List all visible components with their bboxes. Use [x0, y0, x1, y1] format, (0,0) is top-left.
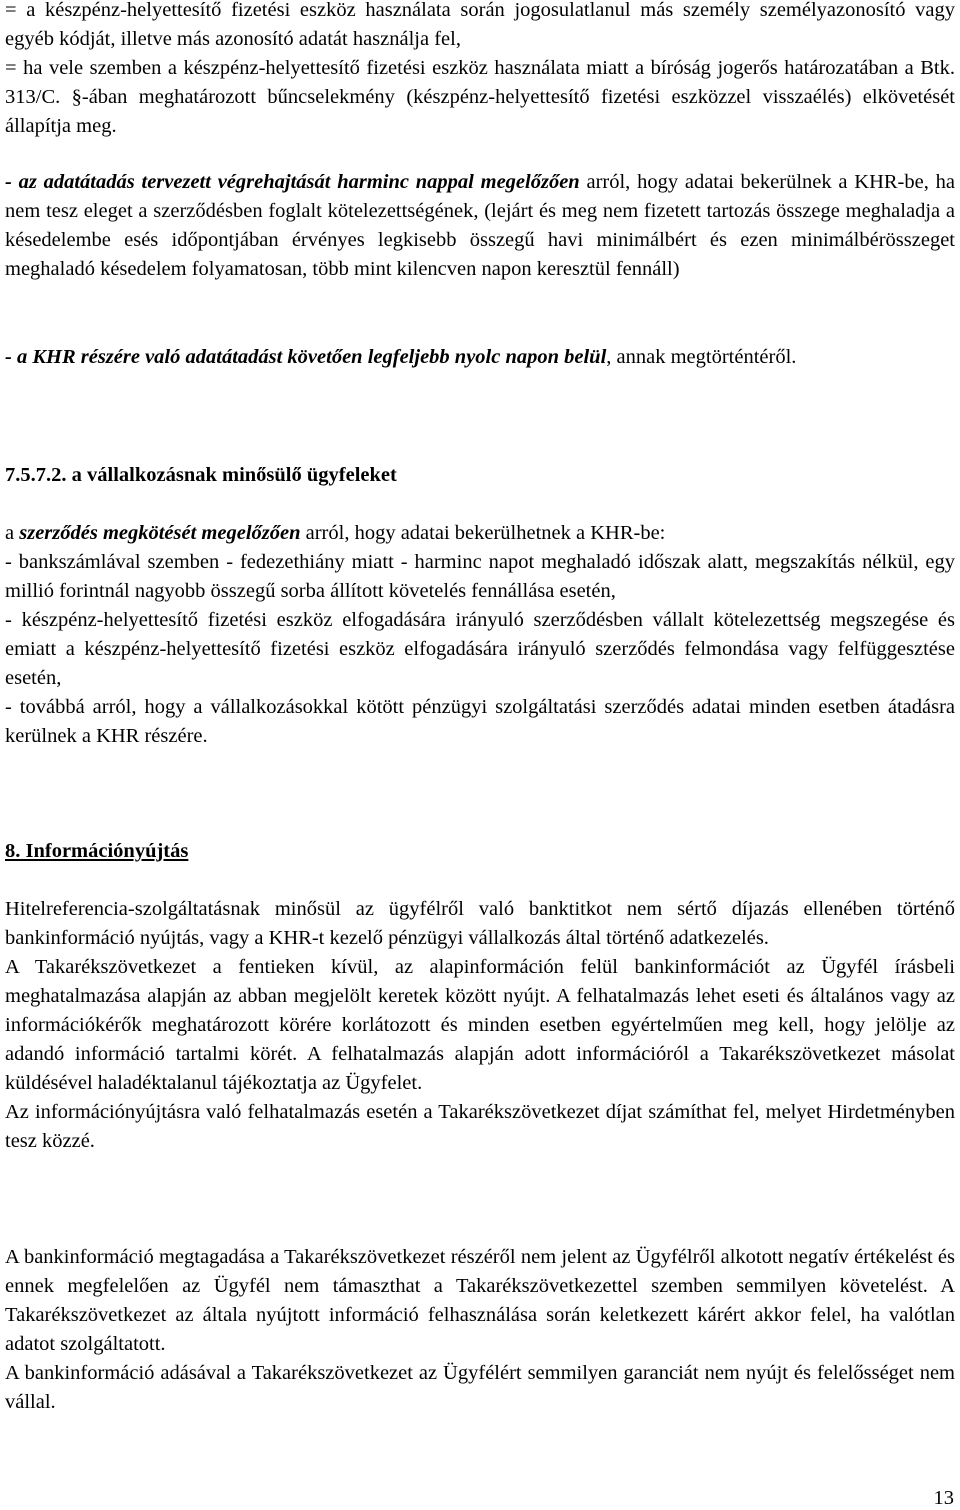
section-8-paragraph: A bankinformáció adásával a Takarékszövetkezet az Ügyfélért semmilyen garanciát nem nyújt és felelősséget nem vállal.: [5, 1362, 955, 1413]
section-8-body: [5, 895, 955, 1156]
section-8-paragraph: Hitelreferencia-szolgáltatásnak minősül az ügyfélről való banktitkot nem sértő díjazás ellenében történő bankinformáció nyújtás, vagy a KHR-t kezelő pénzügyi vállalkozás által történő adatkezelés.: [5, 898, 955, 949]
intro-condition-2: = ha vele szemben a készpénz-helyettesítő fizetési eszköz használata miatt a bíróság jogerős határozatában a Btk. 313/C. §-ában meghatározott bűncselekmény (készpénz-helyettesítő fizetési eszközzel visszaélés) elkövetését állapítja meg.: [5, 57, 955, 137]
section-8-heading-block: [5, 837, 955, 866]
section-752-heading-block: [5, 461, 955, 490]
section-752-lead-pre: a: [5, 522, 20, 544]
notice-rest-2: , annak megtörténtéről.: [606, 346, 797, 368]
page-number: 13: [933, 1487, 954, 1509]
section-8-paragraph: A bankinformáció megtagadása a Takarékszövetkezet részéről nem jelent az Ügyfélről alkotott negatív értékelést és ennek megfelelően az Ügyfél nem támaszthat a Takarékszövetkezettel szemben semmilyen követelést. A Takarékszövetkezet az általa nyújtott információ felhasználása során keletkezett kárért akkor felel, ha valótlan adatot szolgáltatott.: [5, 1246, 955, 1355]
section-752-lead-emphasis: szerződés megkötését megelőzően: [19, 522, 301, 544]
section-752-lead: [5, 519, 955, 548]
section-8-heading-text: 8. Információnyújtás: [5, 840, 189, 862]
list-item: - továbbá arról, hogy a vállalkozásokkal kötött pénzügyi szolgáltatási szerződés adatai minden esetben átadásra kerülnek a KHR részére.: [5, 696, 955, 747]
intro-block: [5, 0, 955, 141]
section-752-heading: 7.5.7.2. a vállalkozásnak minősülő ügyfeleket: [5, 464, 397, 486]
notice-emphasis-1: - az adatátadás tervezett végrehajtását harminc nappal megelőzően: [5, 171, 580, 193]
list-item: - készpénz-helyettesítő fizetési eszköz elfogadására irányuló szerződésben vállalt kötelezettség megszegése és emiatt a készpénz-helyettesítő fizetési eszköz elfogadására irányuló szerződés felmondása vagy felfüggesztése esetén,: [5, 609, 955, 689]
notice-text-2: [5, 343, 955, 372]
list-item: - bankszámlával szemben - fedezethiány miatt - harminc napot meghaladó időszak alatt, megszakítás nélkül, egy millió forintnál nagyobb összegű sorba állított követelés fennállása esetén,: [5, 551, 955, 602]
notice-rest-1: arról, hogy adatai bekerülnek a KHR-be, ha nem tesz eleget a szerződésben foglalt kötelezettségének, (lejárt és meg nem fizetett tartozás összege meghaladja a késedelembe esés időpontjában érvényes legkisebb összegű havi minimálbért és ezen minimálbérösszeget meghaladó késedelem folyamatosan, több mint kilencven napon keresztül fennáll): [5, 171, 955, 280]
notice-emphasis-2: - a KHR részére való adatátadást követően legfeljebb nyolc napon belül: [5, 346, 607, 368]
notice-paragraph-2: [5, 343, 955, 372]
section-8-paragraph: A Takarékszövetkezet a fentieken kívül, az alapinformáción felül bankinformációt az Ügyfél írásbeli meghatalmazása alapján az abban megjelölt keretek között nyújt. A felhatalmazás lehet eseti és általános vagy az információkérők meghatározott körére korlátozott és minden esetben egyértelműen meg kell, hogy jelölje az adandó információ tartalmi körét. A felhatalmazás alapján adott információról a Takarékszövetkezet másolat küldésével haladéktalanul tájékoztatja az Ügyfelet.: [5, 956, 955, 1094]
intro-condition-1: = a készpénz-helyettesítő fizetési eszköz használata során jogosulatlanul más személy személyazonosító vagy egyéb kódját, illetve más azonosító adatát használja fel,: [5, 0, 955, 50]
section-8-body-2: [5, 1243, 955, 1417]
section-8-paragraph: Az információnyújtásra való felhatalmazás esetén a Takarékszövetkezet díjat számíthat fel, melyet Hirdetményben tesz közzé.: [5, 1101, 955, 1152]
notice-text-1: [5, 168, 955, 284]
section-752-body: [5, 519, 955, 751]
notice-paragraph-1: [5, 168, 955, 284]
section-752-lead-rest: arról, hogy adatai bekerülhetnek a KHR-be:: [300, 522, 666, 544]
section-8-heading: [5, 837, 955, 866]
